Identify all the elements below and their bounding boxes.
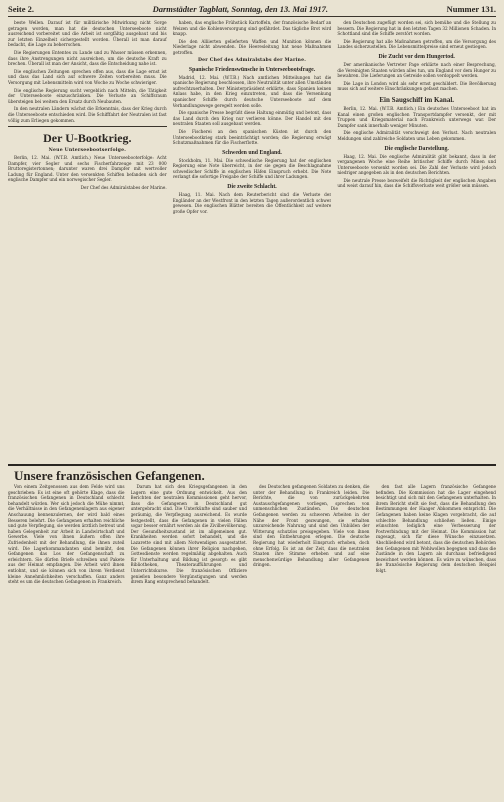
section-heading: Die Zucht vor dem Hungertod.: [378, 53, 455, 60]
article-paragraph: Die englische Regierung sucht vergeblich nach Mitteln, die Tätigkeit der Unterseeboote einzuschränken. Die Verluste an Schiffsraum übersteigen bei weitem den Ersatz durch Neubauten.: [8, 87, 167, 104]
article-paragraph: des Deutschen gefangenen Soldaten zu denken, die unter der Behandlung in Frankreich leiden. Die Berichte, die von zurückgekehrten Austauschgefangenen vorliegen, sprechen von unmenschlichen Zuständen. Die deutschen Gefangenen werden zu schweren Arbeiten in der Nähe der Front gezwungen, sie erhalten unzureichende Nahrung und sind den Unbilden der Witterung schutzlos preisgegeben. Viele von ihnen sind den Entbehrungen erlegen. Die deutsche Regierung hat wiederholt Einspruch erhoben, doch ohne Erfolg. Es ist an der Zeit, dass die neutralen Staaten ihre Stimme erheben und auf eine menschenwürdige Behandlung aller Gefangenen dringen.: [253, 484, 370, 568]
article-paragraph: Darum hat sich den Kriegsgefangenen in den Lagern eine gute Ordnung entwickelt. Aus den Berichten der neutralen Kommissionen geht hervor, dass die Gefangenen in Deutschland gut untergebracht sind. Die Unterkünfte sind sauber und geräumig, die Verpflegung ausreichend. Es wurde festgestellt, dass die Gefangenen in vielen Fällen sogar besser ernährt werden als die Zivilbevölkerung. Der Gesundheitszustand ist im allgemeinen gut. Krankheiten werden sofort behandelt, und die Lazarette sind mit allem Notwendigen ausgestattet. Die Gefangenen können ihrer Religion nachgehen, Gottesdienste werden regelmäßig abgehalten. Auch für Unterhaltung und Bildung ist gesorgt: es gibt Bibliotheken, Theateraufführungen und Unterrichtskurse. Die französischen Offiziere genießen besondere Vergünstigungen und werden ihrem Rang entsprechend behandelt.: [130, 484, 247, 585]
feature-column-4: [376, 484, 497, 802]
article-paragraph: In den neutralen Ländern wächst die Erkenntnis, dass der Krieg durch die Unterseeboote entschieden wird. Die Schifffahrt der Neutralen ist fast völlig zum Erliegen gekommen.: [8, 106, 167, 123]
section-subheading: Neue Unterseebootserfolge.: [48, 148, 126, 154]
section-heading: Schweden und England.: [222, 149, 282, 156]
section-heading: Die englische Darstellung.: [384, 145, 449, 152]
masthead: [8, 4, 496, 17]
feature-article-title: Unsere französischen Gefangenen.: [8, 464, 496, 484]
article-paragraph: Die englische Admiralität verschweigt den Verlust. Nach neutralen Meldungen sind zahlreiche Soldaten ums Leben gekommen.: [337, 130, 496, 141]
article-signature: Der Chef des Admiralstabes der Marine.: [80, 185, 167, 191]
article-paragraph: Haag, 11. Mai. Nach dem Reuterbericht sind die Verluste der Engländer an der Westfront in den letzten Tagen außerordentlich schwer gewesen. Die englischen Blätter bereiten die Öffentlichkeit auf weitere große Opfer vor.: [172, 192, 332, 214]
article-paragraph: Haag, 12. Mai. Die englische Admiralität gibt bekannt, dass in der vergangenen Woche eine Reihe britischer Schiffe durch Minen und Unterseeboote versenkt worden sei. Die Zahl der Verluste wird jedoch niedriger angegeben als in den deutschen Berichten.: [337, 153, 496, 176]
section-heading: Die zweite Schlacht.: [227, 184, 277, 191]
article-paragraph: Die Regierungen Ententes zu Lande und zu Wasser müssen erkennen, dass ihre Anstrengungen nicht ausreichen, um die deutsche Kraft zu brechen. Überall ist man der Ansicht, dass die Entscheidung nahe ist.: [8, 49, 167, 67]
column-3: [337, 20, 496, 462]
article-paragraph: Der amerikanische Vertreter Page erklärte nach einer Besprechung, die Vereinigten Staaten würden alles tun, um England vor dem Hunger zu bewahren. Die Lieferungen an Getreide sollen verdoppelt werden.: [337, 61, 496, 79]
page-number: Seite 2.: [8, 4, 34, 14]
article-paragraph: den Deutschen zugefügt worden sei, sich bemühe und die Stellung zu bessern. Die Regierung hat in den letzten Tagen 32 Millionen Schaden. In Schottland sind die Schiffe zerstört worden.: [337, 20, 496, 37]
article-paragraph: beste Wellen. Darauf ist für militärische Mitwirkung nicht Sorge getragen worden, man hat die deutschen Unterseeboote nicht ausreichend vorbereitet und die Arbeit ist sorgfältig ausgebaut und bis zur letzten Einzelheit sichergestellt worden. Überall ist man darauf bedacht, die Lage zu beherrschen.: [8, 20, 167, 48]
column-2: [173, 20, 332, 462]
article-paragraph: Die den Alliierten gelieferten Waffen und Munition können die Niederlage nicht abwenden. Die Heeresleitung hat neue Maßnahmen getroffen.: [172, 38, 332, 55]
section-heading: Spanische Friedenswünsche in Unterseebootsfrage.: [188, 66, 316, 73]
article-paragraph: Von einem Zeitgenossen aus dem Felde wird uns geschrieben: Es ist eine oft gehörte Klage, dass die französischen Gefangenen in Deutschland schlecht behandelt würden. Wer sich jedoch die Mühe nimmt, die Verhältnisse in den Gefangenenlagern aus eigener Anschauung kennenzulernen, der wird bald eines Besseren belehrt. Die Gefangenen erhalten reichliche und gute Verpflegung, sie werden ärztlich betreut und haben Gelegenheit zur Arbeit in Landwirtschaft und Gewerbe. Viele von ihnen äußern offen ihre Zufriedenheit mit der Behandlung, die ihnen zuteil wird. Die Lagerkommandanten sind bemüht, den Gefangenen das Los der Gefangenschaft zu erleichtern. Sie dürfen Briefe schreiben und Pakete aus der Heimat empfangen. Die Arbeit wird ihnen entlohnt, und sie können sich von ihrem Verdienst kleine Annehmlichkeiten verschaffen. Ganz anders steht es um die deutschen Gefangenen in Frankreich.: [8, 484, 125, 585]
article-paragraph: Berlin, 12. Mai. (W.T.B. Amtlich.) Ein deutsches Unterseeboot hat im Kanal einen großen englischen Transportdampfer versenkt, der mit Truppen und Kriegsmaterial nach Frankreich unterwegs war. Der Dampfer sank innerhalb weniger Minuten.: [337, 105, 496, 128]
article-paragraph: haben, das englische Frühstück Kartoffeln, der französische Bedarf an Weizen und die Kohlenversorgung sind gefährdet. Das tägliche Brot wird knapp.: [172, 20, 332, 37]
article-signature: Der Chef des Admiralstabs der Marine.: [198, 57, 306, 63]
feature-article: [8, 484, 496, 802]
newspaper-dateline: Darmstädter Tagblatt, Sonntag, den 13. Mai 1917.: [152, 4, 328, 14]
article-paragraph: Berlin, 12. Mai. (W.T.B. Amtlich.) Neue Unterseebooterfolge: Acht Dampfer, vier Segler und sechs Fischerfahrzeuge mit 23 000 Bruttoregistertonnen; darunter waren drei Dampfer mit wertvoller Ladung für England. Unter den versenkten Schiffen befanden sich der englische Dampfer und ein norwegischer Segler.: [8, 155, 167, 183]
feature-column-3: [253, 484, 370, 802]
section-heading-u-boat-war: Der U-Bootkrieg.: [43, 131, 132, 146]
divider: [8, 126, 167, 127]
top-columns: [8, 20, 496, 462]
article-paragraph: Die englischen Zeitungen sprechen offen aus, dass die Lage ernst ist und dass das Land sich auf schwere Zeiten vorbereiten muss. Die Versorgung mit Lebensmitteln wird von Woche zu Woche schwieriger.: [8, 68, 167, 85]
issue-number: Nummer 131.: [446, 4, 496, 14]
article-paragraph: Die spanische Presse begrüßt diese Haltung einmütig und betont, dass das Land durch den Krieg nur verlieren könne. Der Handel mit den neutralen Staaten soll ausgebaut werden.: [172, 110, 332, 127]
feature-article-columns: [8, 484, 370, 802]
column-1: [8, 20, 167, 462]
article-paragraph: Die Regierung hat alle Maßnahmen getroffen, um die Versorgung des Landes sicherzustellen. Die Lebensmittelpreise sind erneut gestiegen.: [337, 38, 496, 50]
article-paragraph: Die neutrale Presse bezweifelt die Richtigkeit der englischen Angaben und weist darauf hin, dass die Schiffsverluste weit größer sein müssen.: [337, 177, 496, 189]
section-heading: Ein Saugschiff im Kanal.: [379, 95, 455, 104]
article-paragraph: den fast alle Lagern französische Gefangene befinden. Die Kommission hat die Lager eingehend besichtigt und sich mit den Gefangenen unterhalten. In ihrem Bericht stellt sie fest, dass die Behandlung den Bestimmungen der Haager Abkommen entspricht. Die Gefangenen haben keine Klagen vorgebracht, die auf schlechte Behandlung schließen ließen. Einige wünschten lediglich eine Verbesserung der Postverbindung mit der Heimat. Die Kommission hat zugesagt, sich für diese Wünsche einzusetzen. Abschließend wird betont, dass die deutschen Behörden den Gefangenen mit Wohlwollen begegnen und dass die Zustände in den Lagern als durchaus befriedigend bezeichnet werden können. Es wäre zu wünschen, dass die französische Regierung dem deutschen Beispiel folgt.: [375, 484, 496, 573]
article-paragraph: Stockholm, 11. Mai. Die schwedische Regierung hat der englischen Regierung eine Note überreicht, in der sie gegen die Beschlagnahme schwedischer Schiffe in englischen Häfen Einspruch erhebt. Die Note verlangt die sofortige Freigabe der Schiffe und ihrer Ladungen.: [172, 157, 332, 180]
article-paragraph: Die Fischerei an den spanischen Küsten ist durch den Unterseebootkrieg stark beeinträchtigt worden; die Regierung erwägt Schutzmaßnahmen für die Fischerflotte.: [172, 128, 332, 146]
article-paragraph: Madrid, 12. Mai. (W.T.B.) Nach amtlichen Mitteilungen hat die spanische Regierung beschlossen, ihre Neutralität unter allen Umständen aufrechtzuerhalten. Der Ministerpräsident erklärte, dass Spanien keinen Anlass habe, in den Krieg einzutreten, und dass die Versenkung spanischer Schiffe durch deutsche Unterseeboote auf dem Verhandlungswege geregelt werden solle.: [172, 74, 332, 108]
feature-column-1: [8, 484, 125, 802]
feature-column-2: [131, 484, 248, 802]
article-paragraph: Die Lage in London wird als sehr ernst geschildert. Die Bevölkerung muss sich auf weitere Einschränkungen gefasst machen.: [337, 80, 496, 92]
